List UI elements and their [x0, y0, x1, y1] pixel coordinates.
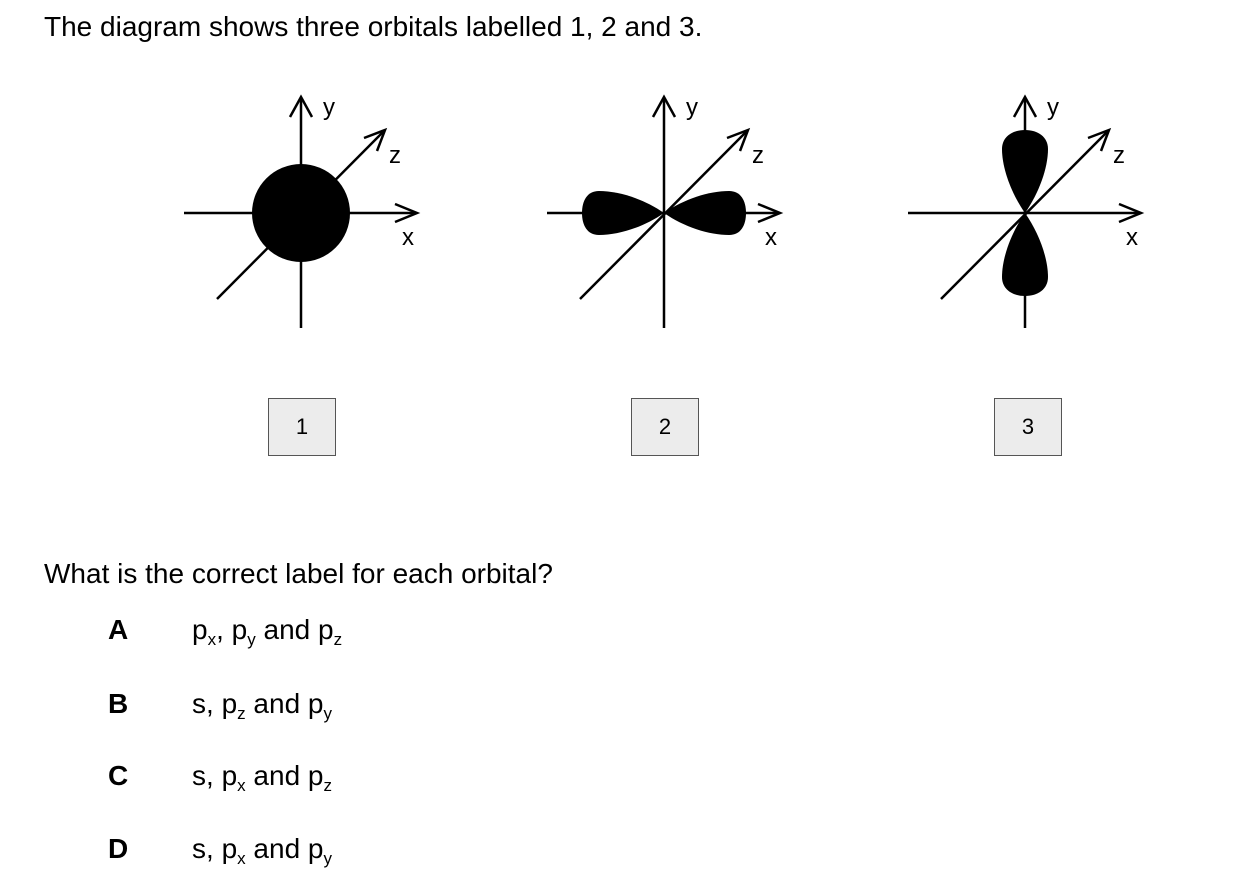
subscript: y	[323, 849, 332, 868]
y-axis-label: y	[1047, 94, 1059, 121]
x-axis-label: x	[1126, 224, 1138, 251]
subscript: y	[247, 630, 256, 649]
z-axis-label: z	[389, 142, 401, 169]
orbital-label-2: 2	[631, 398, 699, 456]
x-axis-label: x	[765, 224, 777, 251]
subscript: z	[237, 704, 246, 723]
subscript: z	[323, 776, 332, 795]
z-axis-label: z	[752, 142, 764, 169]
p-orbital-lobe-bottom	[1002, 213, 1048, 296]
s-orbital-sphere	[252, 164, 350, 262]
option-answer: s, $p_x$ and $p_y$	[192, 833, 332, 868]
subscript: x	[237, 849, 246, 868]
orbital-2-diagram	[547, 94, 780, 328]
option-letter: B	[108, 688, 129, 719]
orbital-3-diagram	[908, 94, 1141, 328]
orbital-label-1: 1	[268, 398, 336, 456]
orbital-1-diagram	[184, 94, 417, 328]
subscript: x	[207, 630, 217, 649]
z-axis-label: z	[1113, 142, 1125, 169]
y-axis-label: y	[686, 94, 698, 121]
option-answer: s, $p_x$ and $p_z$	[192, 760, 332, 795]
subscript: x	[237, 776, 246, 795]
option-letter: A	[108, 614, 129, 645]
subscript: z	[333, 630, 343, 649]
p-orbital-lobe-top	[1002, 130, 1048, 213]
option-letter: D	[108, 833, 129, 864]
question-intro: The diagram shows three orbitals labelled 1, 2 and 3.	[44, 11, 703, 42]
y-axis-label: y	[323, 94, 335, 121]
option-answer: s, $p_z$ and $p_y$	[192, 688, 332, 723]
option-letter: C	[108, 760, 129, 791]
p-orbital-lobe-right	[664, 191, 746, 235]
orbitals-diagram	[0, 80, 1253, 380]
orbital-label-3: 3	[994, 398, 1062, 456]
option-answer: $p_x$, $p_y$ and $p_z$	[192, 614, 343, 649]
subscript: y	[323, 704, 332, 723]
x-axis-label: x	[402, 224, 414, 251]
question-text: What is the correct label for each orbital?	[44, 558, 553, 589]
